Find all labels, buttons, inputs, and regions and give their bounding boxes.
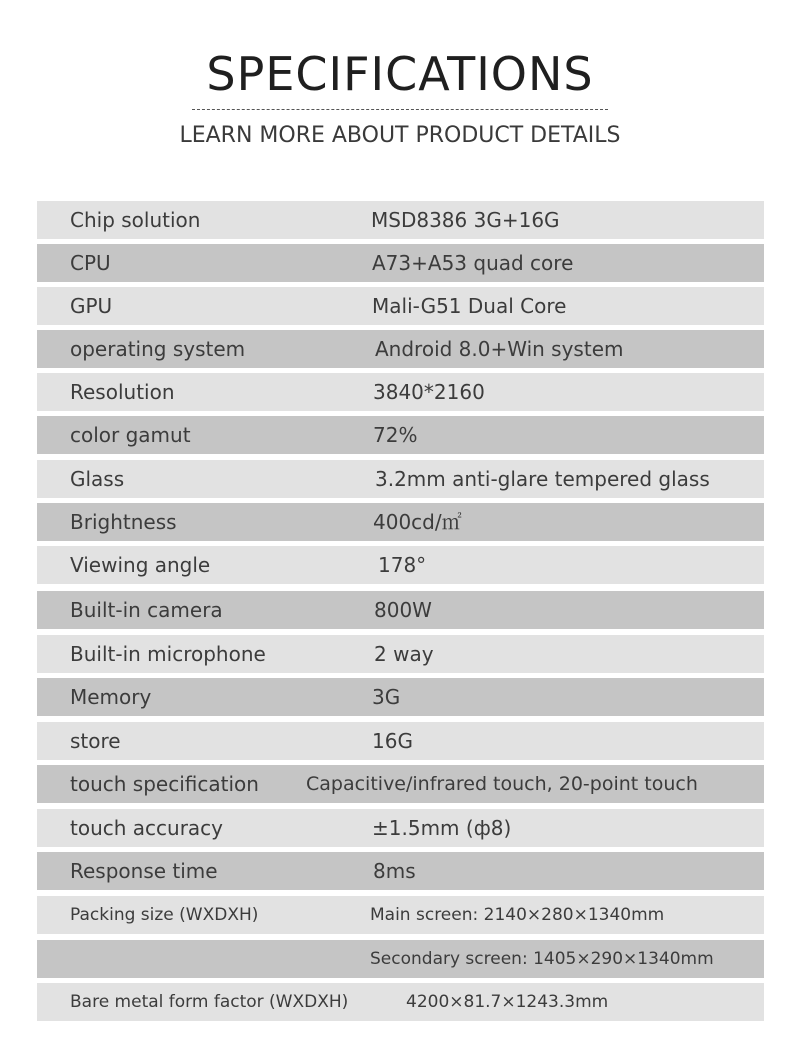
spec-label: Response time (70, 859, 218, 883)
spec-value: 400cd/㎡ (373, 510, 462, 534)
spec-value: 4200×81.7×1243.3mm (406, 992, 609, 1012)
page-subtitle: LEARN MORE ABOUT PRODUCT DETAILS (179, 123, 621, 148)
spec-label: Built-in camera (70, 598, 223, 622)
spec-label: Glass (70, 467, 125, 491)
spec-label: Chip solution (70, 208, 201, 232)
title-divider (192, 109, 608, 110)
spec-row-packing-size (37, 896, 764, 934)
spec-value: 3.2mm anti-glare tempered glass (375, 467, 710, 491)
spec-label: store (70, 729, 121, 753)
spec-row-touch-accuracy (37, 809, 764, 847)
spec-value: 3840*2160 (373, 380, 485, 404)
spec-row-store (37, 722, 764, 760)
spec-row-operating-system (37, 330, 764, 368)
page-title: SPECIFICATIONS (206, 47, 594, 101)
spec-label: operating system (70, 337, 246, 361)
spec-value: ±1.5mm (ф8) (372, 816, 512, 840)
spec-row-cpu (37, 244, 764, 282)
spec-value: Capacitive/infrared touch, 20-point touch (306, 773, 698, 795)
spec-row-color-gamut (37, 416, 764, 454)
spec-value: 178° (378, 553, 427, 577)
spec-label: color gamut (70, 423, 191, 447)
spec-row-viewing-angle (37, 546, 764, 584)
spec-row-chip-solution (37, 201, 764, 239)
spec-value: 16G (372, 729, 413, 753)
spec-value: Android 8.0+Win system (375, 337, 624, 361)
spec-value: 3G (372, 685, 401, 709)
spec-label: Brightness (70, 510, 177, 534)
spec-value: Main screen: 2140×280×1340mm (370, 905, 665, 925)
spec-value: Mali-G51 Dual Core (372, 294, 567, 318)
spec-label: Built-in microphone (70, 642, 266, 666)
spec-label: touch specification (70, 772, 259, 796)
spec-row-glass (37, 460, 764, 498)
spec-row-brightness (37, 503, 764, 541)
spec-value: A73+A53 quad core (372, 251, 574, 275)
spec-label: Packing size (WXDXH) (70, 905, 259, 925)
spec-label: Resolution (70, 380, 175, 404)
spec-row-memory (37, 678, 764, 716)
spec-row-built-in-microphone (37, 635, 764, 673)
spec-label: Bare metal form factor (WXDXH) (70, 992, 349, 1012)
spec-value: Secondary screen: 1405×290×1340mm (370, 949, 714, 969)
spec-row-bare-metal-form-factor (37, 983, 764, 1021)
spec-row-response-time (37, 852, 764, 890)
spec-row-packing-size-secondary (37, 940, 764, 978)
spec-value: 72% (373, 423, 418, 447)
spec-label: Memory (70, 685, 152, 709)
spec-value: MSD8386 3G+16G (371, 208, 560, 232)
spec-value: 800W (374, 598, 432, 622)
spec-row-resolution (37, 373, 764, 411)
spec-value: 2 way (374, 642, 434, 666)
spec-row-touch-specification (37, 765, 764, 803)
spec-row-gpu (37, 287, 764, 325)
spec-label: CPU (70, 251, 111, 275)
spec-label: GPU (70, 294, 113, 318)
spec-row-built-in-camera (37, 591, 764, 629)
spec-label: touch accuracy (70, 816, 224, 840)
spec-label: Viewing angle (70, 553, 211, 577)
spec-value: 8ms (373, 859, 416, 883)
